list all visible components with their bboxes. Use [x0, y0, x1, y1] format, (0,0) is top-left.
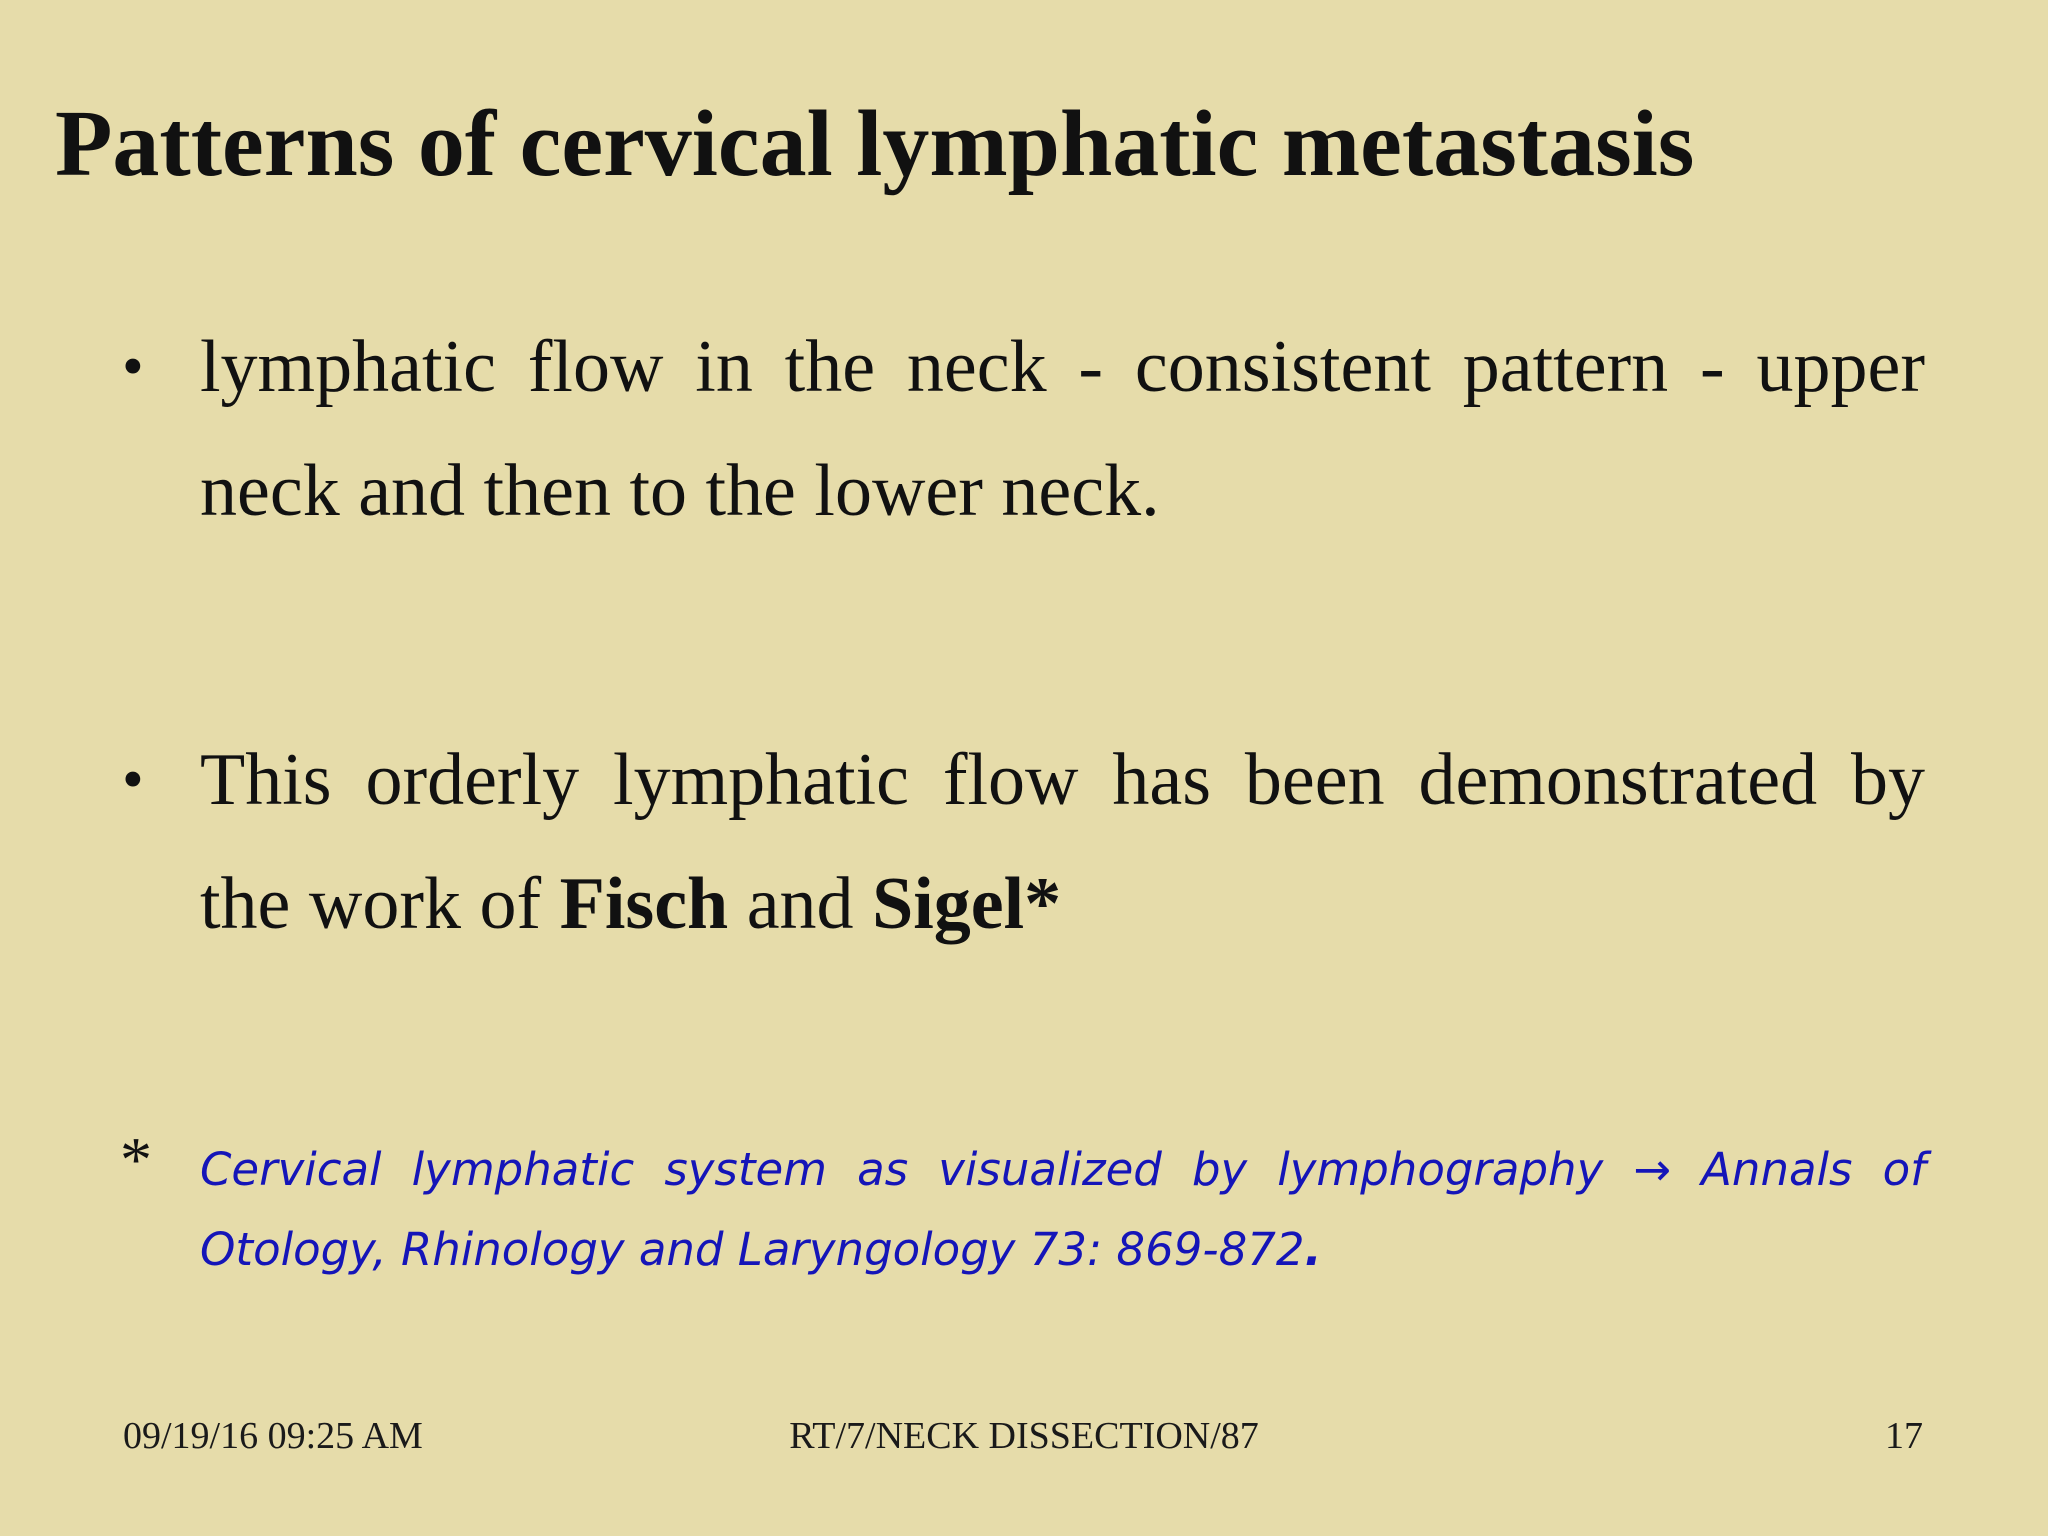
bullet-list-1 — [122, 305, 1925, 553]
slide-title: Patterns of cervical lymphatic metastasis — [55, 92, 1695, 196]
bullet-dot-icon: • — [122, 333, 144, 401]
footer-page-number: 17 — [1885, 1415, 1923, 1457]
bullet-dot-icon: • — [122, 746, 144, 814]
bullet-lymphatic-flow-text: lymphatic flow in the neck - consistent pattern - upper neck and then to the lower neck. — [200, 326, 1925, 532]
reference-period: . — [1304, 1223, 1322, 1276]
author-fisch: Fisch — [559, 863, 729, 945]
bullet-lymphatic-flow — [122, 305, 1925, 553]
bullet-orderly-flow — [122, 718, 1925, 966]
footer-course-code: RT/7/NECK DISSECTION/87 — [789, 1415, 1259, 1457]
reference-note — [120, 1124, 1926, 1290]
bullet-list-2 — [122, 718, 1925, 966]
reference-text: Cervical lymphatic system as visualized by lymphography → Annals of Otology, Rhinology and Laryngology 73: 869-872 — [200, 1143, 1926, 1276]
author-sigel: Sigel* — [872, 863, 1062, 945]
bullet-orderly-flow-text: This orderly lymphatic flow has been demonstrated by the work of — [200, 739, 1925, 945]
reference-asterisk: * — [120, 1124, 152, 1195]
bullet-conjunction: and — [728, 863, 873, 945]
footer-date: 09/19/16 09:25 AM — [123, 1415, 423, 1457]
